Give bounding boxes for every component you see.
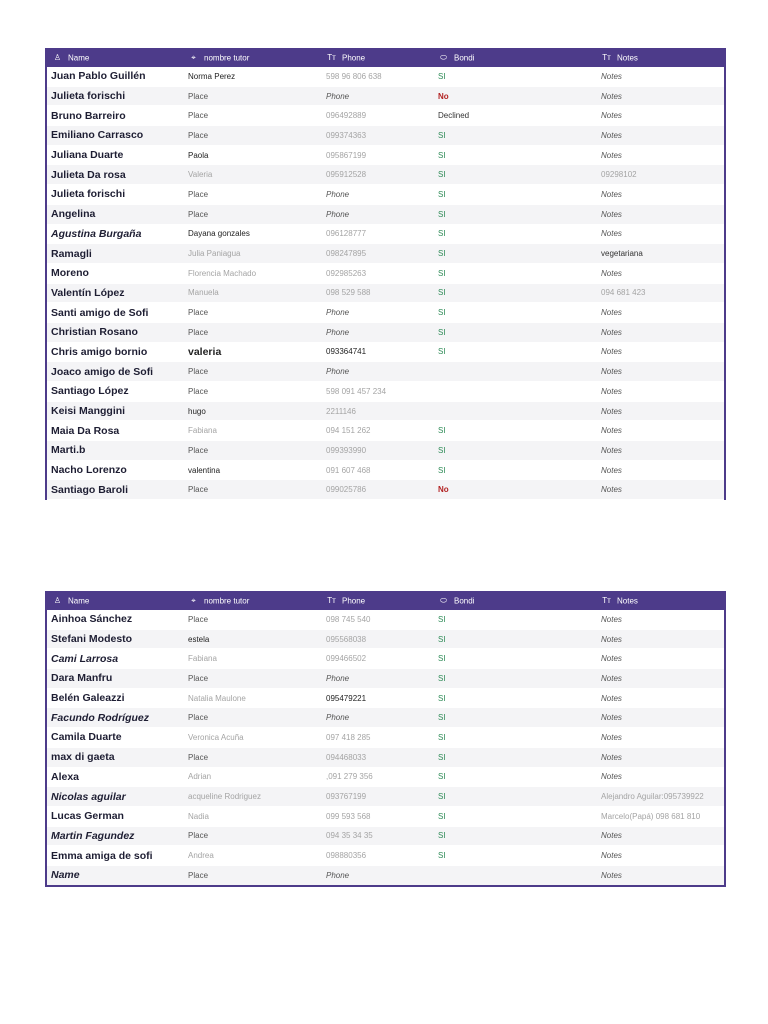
phone-cell[interactable]: 091 607 468	[321, 460, 433, 480]
table-row[interactable]	[46, 382, 725, 402]
notes-cell[interactable]: Notes	[596, 401, 725, 421]
text-type-icon: Tт	[602, 596, 611, 606]
text-type-icon: Tт	[327, 596, 336, 606]
column-header-bondi[interactable]	[433, 591, 596, 610]
name-cell[interactable]: Marti.b	[46, 441, 183, 461]
tutor-cell[interactable]: Place	[183, 185, 321, 205]
phone-cell[interactable]: 092985263	[321, 263, 433, 283]
notes-cell[interactable]: vegetariana	[596, 244, 725, 264]
phone-cell[interactable]: Phone	[321, 86, 433, 106]
bondi-cell[interactable]: SI	[433, 806, 596, 826]
column-header-notes[interactable]	[596, 48, 725, 67]
tutor-cell[interactable]: Norma Perez	[183, 67, 321, 86]
phone-cell[interactable]: Phone	[321, 669, 433, 689]
notes-cell[interactable]: Notes	[596, 145, 725, 165]
notes-cell[interactable]: 094 681 423	[596, 283, 725, 303]
name-cell[interactable]: Cami Larrosa	[46, 649, 183, 669]
bondi-cell[interactable]: SI	[433, 767, 596, 787]
name-cell[interactable]: Name	[46, 865, 183, 885]
phone-cell[interactable]: Phone	[321, 865, 433, 885]
notes-cell[interactable]: Notes	[596, 86, 725, 106]
bondi-cell[interactable]: SI	[433, 322, 596, 342]
name-cell[interactable]: Agustina Burgaña	[46, 224, 183, 244]
tutor-cell[interactable]: Place	[183, 480, 321, 500]
tutor-cell[interactable]: Place	[183, 865, 321, 885]
column-header-label: Bondi	[454, 53, 475, 62]
column-header-name[interactable]	[46, 48, 183, 67]
name-cell[interactable]: max di gaeta	[46, 747, 183, 767]
notes-cell[interactable]: Notes	[596, 342, 725, 362]
table-row[interactable]	[46, 708, 725, 728]
bondi-cell[interactable]: SI	[433, 263, 596, 283]
person-icon: ♙	[53, 53, 62, 63]
table-row[interactable]	[46, 460, 725, 480]
phone-cell[interactable]: 096492889	[321, 106, 433, 126]
bondi-cell[interactable]: SI	[433, 728, 596, 748]
phone-cell[interactable]: 098880356	[321, 846, 433, 866]
bondi-cell[interactable]	[433, 362, 596, 382]
phone-cell[interactable]: 095568038	[321, 629, 433, 649]
bondi-cell[interactable]	[433, 401, 596, 421]
phone-cell[interactable]: 099 593 568	[321, 806, 433, 826]
table-row[interactable]	[46, 165, 725, 185]
notes-cell[interactable]: Notes	[596, 846, 725, 866]
bondi-cell[interactable]: No	[433, 86, 596, 106]
bondi-cell[interactable]	[433, 382, 596, 402]
name-cell[interactable]: Santiago López	[46, 382, 183, 402]
table-row[interactable]	[46, 86, 725, 106]
table-row[interactable]	[46, 688, 725, 708]
table-row[interactable]	[46, 728, 725, 748]
location-pin-icon: ⌖	[191, 595, 196, 605]
tutor-cell[interactable]: Natalia Maulone	[183, 688, 321, 708]
table-row[interactable]	[46, 767, 725, 787]
text-type-icon: Tт	[602, 53, 611, 63]
notes-cell[interactable]: Notes	[596, 747, 725, 767]
tutor-cell[interactable]: Place	[183, 708, 321, 728]
phone-cell[interactable]: 099374363	[321, 126, 433, 146]
bondi-cell[interactable]: SI	[433, 787, 596, 807]
column-header-label: Phone	[342, 53, 366, 63]
column-header-bondi[interactable]	[433, 48, 596, 67]
tutor-cell[interactable]: Place	[183, 747, 321, 767]
tutor-cell[interactable]: hugo	[183, 401, 321, 421]
tutor-cell[interactable]: Manuela	[183, 283, 321, 303]
column-header-notes[interactable]	[596, 591, 725, 610]
notes-cell[interactable]: Notes	[596, 421, 725, 441]
table-header-row	[46, 591, 725, 610]
column-header-label: Notes	[617, 53, 638, 63]
name-cell[interactable]: Valentín López	[46, 283, 183, 303]
column-header-phone[interactable]	[321, 591, 433, 610]
bondi-cell[interactable]: SI	[433, 67, 596, 86]
table-row[interactable]	[46, 480, 725, 500]
table-row[interactable]	[46, 401, 725, 421]
bondi-cell[interactable]: SI	[433, 224, 596, 244]
tutor-cell[interactable]: Place	[183, 106, 321, 126]
phone-cell[interactable]: 099393990	[321, 441, 433, 461]
table-row[interactable]	[46, 649, 725, 669]
table-row[interactable]	[46, 145, 725, 165]
bondi-cell[interactable]: SI	[433, 165, 596, 185]
bondi-cell[interactable]: No	[433, 480, 596, 500]
name-cell[interactable]: Ainhoa Sánchez	[46, 610, 183, 629]
tutor-cell[interactable]: Julia Paniagua	[183, 244, 321, 264]
name-cell[interactable]: Julieta forischi	[46, 86, 183, 106]
text-type-icon: Tт	[327, 53, 336, 63]
notes-cell[interactable]: Notes	[596, 106, 725, 126]
bondi-cell[interactable]: SI	[433, 846, 596, 866]
phone-cell[interactable]: Phone	[321, 303, 433, 323]
tutor-cell[interactable]: Place	[183, 362, 321, 382]
phone-cell[interactable]: 098 529 588	[321, 283, 433, 303]
tutor-cell[interactable]: Florencia Machado	[183, 263, 321, 283]
table-row[interactable]	[46, 303, 725, 323]
table-row[interactable]	[46, 185, 725, 205]
notes-cell[interactable]: Notes	[596, 610, 725, 629]
table-header-row	[46, 48, 725, 67]
toggle-icon: ⬭	[440, 52, 447, 62]
tutor-cell[interactable]: Andrea	[183, 846, 321, 866]
notes-cell[interactable]: Notes	[596, 224, 725, 244]
column-header-label: nombre tutor	[204, 596, 250, 605]
name-cell[interactable]: Maia Da Rosa	[46, 421, 183, 441]
table-row[interactable]	[46, 787, 725, 807]
notes-cell[interactable]: Notes	[596, 669, 725, 689]
table-row[interactable]	[46, 106, 725, 126]
phone-cell[interactable]: Phone	[321, 204, 433, 224]
table-row[interactable]	[46, 806, 725, 826]
name-cell[interactable]: Santi amigo de Sofi	[46, 303, 183, 323]
phone-cell[interactable]: 099025786	[321, 480, 433, 500]
tutor-cell[interactable]: Place	[183, 126, 321, 146]
name-cell[interactable]: Facundo Rodríguez	[46, 708, 183, 728]
column-header-label: Name	[68, 53, 90, 63]
table-row[interactable]	[46, 322, 725, 342]
notes-cell[interactable]: Notes	[596, 322, 725, 342]
column-header-label: Bondi	[454, 596, 475, 605]
person-icon: ♙	[53, 596, 62, 606]
phone-cell[interactable]: 598 96 806 638	[321, 67, 433, 86]
phone-cell[interactable]: Phone	[321, 708, 433, 728]
name-cell[interactable]: Nacho Lorenzo	[46, 460, 183, 480]
bondi-cell[interactable]: SI	[433, 649, 596, 669]
name-cell[interactable]: Stefani Modesto	[46, 629, 183, 649]
table-row[interactable]	[46, 204, 725, 224]
guest-table-2	[45, 591, 726, 887]
table-row[interactable]	[46, 362, 725, 382]
notes-cell[interactable]: Notes	[596, 708, 725, 728]
notes-cell[interactable]: Notes	[596, 263, 725, 283]
bondi-cell[interactable]: SI	[433, 688, 596, 708]
table-body	[46, 67, 725, 500]
tutor-cell[interactable]: Place	[183, 669, 321, 689]
bondi-cell[interactable]: SI	[433, 669, 596, 689]
table-row[interactable]	[46, 263, 725, 283]
phone-cell[interactable]: 095867199	[321, 145, 433, 165]
notes-cell[interactable]: Notes	[596, 303, 725, 323]
bondi-cell[interactable]: SI	[433, 610, 596, 629]
table-row[interactable]	[46, 67, 725, 86]
phone-cell[interactable]: Phone	[321, 185, 433, 205]
name-cell[interactable]: Lucas German	[46, 806, 183, 826]
name-cell[interactable]: Angelina	[46, 204, 183, 224]
table-row[interactable]	[46, 441, 725, 461]
name-cell[interactable]: Juliana Duarte	[46, 145, 183, 165]
phone-cell[interactable]: 096128777	[321, 224, 433, 244]
phone-cell[interactable]: 598 091 457 234	[321, 382, 433, 402]
notes-cell[interactable]: Notes	[596, 67, 725, 86]
phone-cell[interactable]: 095479221	[321, 688, 433, 708]
table-row[interactable]	[46, 126, 725, 146]
bondi-cell[interactable]: SI	[433, 145, 596, 165]
notes-cell[interactable]: Notes	[596, 204, 725, 224]
bondi-cell[interactable]: SI	[433, 421, 596, 441]
name-cell[interactable]: Emma amiga de sofi	[46, 846, 183, 866]
tutor-cell[interactable]: Nadia	[183, 806, 321, 826]
table-row[interactable]	[46, 224, 725, 244]
tutor-cell[interactable]: Place	[183, 826, 321, 846]
guest-table-1	[45, 48, 726, 500]
table-row[interactable]	[46, 244, 725, 264]
column-header-tutor[interactable]	[183, 591, 321, 610]
phone-cell[interactable]: 097 418 285	[321, 728, 433, 748]
tutor-cell[interactable]: Place	[183, 303, 321, 323]
notes-cell[interactable]: Notes	[596, 362, 725, 382]
phone-cell[interactable]: 098 745 540	[321, 610, 433, 629]
tutor-cell[interactable]: Veronica Acuña	[183, 728, 321, 748]
name-cell[interactable]: Joaco amigo de Sofi	[46, 362, 183, 382]
notes-cell[interactable]: Alejandro Aguilar:095739922	[596, 787, 725, 807]
name-cell[interactable]: Nicolas aguilar	[46, 787, 183, 807]
column-header-label: Name	[68, 596, 90, 606]
table-row[interactable]	[46, 846, 725, 866]
table-row[interactable]	[46, 283, 725, 303]
tutor-cell[interactable]: valeria	[183, 342, 321, 362]
name-cell[interactable]: Camila Duarte	[46, 728, 183, 748]
bondi-cell[interactable]	[433, 865, 596, 885]
table-row[interactable]	[46, 826, 725, 846]
table-row[interactable]	[46, 610, 725, 629]
phone-cell[interactable]: 093767199	[321, 787, 433, 807]
tutor-cell[interactable]: Place	[183, 204, 321, 224]
name-cell[interactable]: Dara Manfru	[46, 669, 183, 689]
table-row[interactable]	[46, 342, 725, 362]
phone-cell[interactable]: Phone	[321, 362, 433, 382]
name-cell[interactable]: Santiago Baroli	[46, 480, 183, 500]
notes-cell[interactable]: Notes	[596, 460, 725, 480]
column-header-phone[interactable]	[321, 48, 433, 67]
column-header-tutor[interactable]	[183, 48, 321, 67]
column-header-label: Notes	[617, 596, 638, 606]
phone-cell[interactable]: 098247895	[321, 244, 433, 264]
tutor-cell[interactable]: estela	[183, 629, 321, 649]
name-cell[interactable]: Ramagli	[46, 244, 183, 264]
name-cell[interactable]: Alexa	[46, 767, 183, 787]
bondi-cell[interactable]: SI	[433, 185, 596, 205]
notes-cell[interactable]: 09298102	[596, 165, 725, 185]
name-cell[interactable]: Christian Rosano	[46, 322, 183, 342]
table-row[interactable]	[46, 629, 725, 649]
bondi-cell[interactable]: SI	[433, 244, 596, 264]
name-cell[interactable]: Juan Pablo Guillén	[46, 67, 183, 86]
name-cell[interactable]: Julieta forischi	[46, 185, 183, 205]
notes-cell[interactable]: Notes	[596, 126, 725, 146]
phone-cell[interactable]: 095912528	[321, 165, 433, 185]
table-row[interactable]	[46, 669, 725, 689]
column-header-label: Phone	[342, 596, 366, 606]
tutor-cell[interactable]: Place	[183, 382, 321, 402]
table-row[interactable]	[46, 865, 725, 885]
tutor-cell[interactable]: valentina	[183, 460, 321, 480]
bondi-cell[interactable]: Declined	[433, 106, 596, 126]
toggle-icon: ⬭	[440, 595, 447, 605]
bondi-cell[interactable]: SI	[433, 283, 596, 303]
notes-cell[interactable]: Notes	[596, 480, 725, 500]
bondi-cell[interactable]: SI	[433, 460, 596, 480]
bondi-cell[interactable]: SI	[433, 747, 596, 767]
bondi-cell[interactable]: SI	[433, 126, 596, 146]
tutor-cell[interactable]: Place	[183, 610, 321, 629]
column-header-name[interactable]	[46, 591, 183, 610]
phone-cell[interactable]: 094 35 34 35	[321, 826, 433, 846]
bondi-cell[interactable]: SI	[433, 303, 596, 323]
location-pin-icon: ⌖	[191, 52, 196, 62]
table-row[interactable]	[46, 421, 725, 441]
phone-cell[interactable]: 094 151 262	[321, 421, 433, 441]
notes-cell[interactable]: Notes	[596, 185, 725, 205]
notes-cell[interactable]: Notes	[596, 728, 725, 748]
bondi-cell[interactable]: SI	[433, 342, 596, 362]
phone-cell[interactable]: 099466502	[321, 649, 433, 669]
tutor-cell[interactable]: Paola	[183, 145, 321, 165]
table-row[interactable]	[46, 747, 725, 767]
tutor-cell[interactable]: Place	[183, 322, 321, 342]
phone-cell[interactable]: 094468033	[321, 747, 433, 767]
bondi-cell[interactable]: SI	[433, 826, 596, 846]
notes-cell[interactable]: Notes	[596, 688, 725, 708]
name-cell[interactable]: Bruno Barreiro	[46, 106, 183, 126]
notes-cell[interactable]: Notes	[596, 629, 725, 649]
tutor-cell[interactable]: Fabiana	[183, 649, 321, 669]
tutor-cell[interactable]: Fabiana	[183, 421, 321, 441]
notes-cell[interactable]: Notes	[596, 865, 725, 885]
table-body	[46, 610, 725, 886]
phone-cell[interactable]: ,091 279 356	[321, 767, 433, 787]
tutor-cell[interactable]: Place	[183, 441, 321, 461]
name-cell[interactable]: Keisi Manggini	[46, 401, 183, 421]
notes-cell[interactable]: Marcelo(Papá) 098 681 810	[596, 806, 725, 826]
bondi-cell[interactable]: SI	[433, 708, 596, 728]
name-cell[interactable]: Emiliano Carrasco	[46, 126, 183, 146]
tutor-cell[interactable]: Valeria	[183, 165, 321, 185]
tutor-cell[interactable]: Place	[183, 86, 321, 106]
name-cell[interactable]: Julieta Da rosa	[46, 165, 183, 185]
notes-cell[interactable]: Notes	[596, 649, 725, 669]
name-cell[interactable]: Chris amigo bornio	[46, 342, 183, 362]
phone-cell[interactable]: 093364741	[321, 342, 433, 362]
notes-cell[interactable]: Notes	[596, 382, 725, 402]
name-cell[interactable]: Martin Fagundez	[46, 826, 183, 846]
bondi-cell[interactable]: SI	[433, 629, 596, 649]
tutor-cell[interactable]: acqueline Rodriguez	[183, 787, 321, 807]
bondi-cell[interactable]: SI	[433, 441, 596, 461]
notes-cell[interactable]: Notes	[596, 826, 725, 846]
tutor-cell[interactable]: Adrian	[183, 767, 321, 787]
phone-cell[interactable]: Phone	[321, 322, 433, 342]
column-header-label: nombre tutor	[204, 53, 250, 62]
tutor-cell[interactable]: Dayana gonzales	[183, 224, 321, 244]
bondi-cell[interactable]: SI	[433, 204, 596, 224]
name-cell[interactable]: Belén Galeazzi	[46, 688, 183, 708]
notes-cell[interactable]: Notes	[596, 441, 725, 461]
name-cell[interactable]: Moreno	[46, 263, 183, 283]
notes-cell[interactable]: Notes	[596, 767, 725, 787]
phone-cell[interactable]: 2211146	[321, 401, 433, 421]
